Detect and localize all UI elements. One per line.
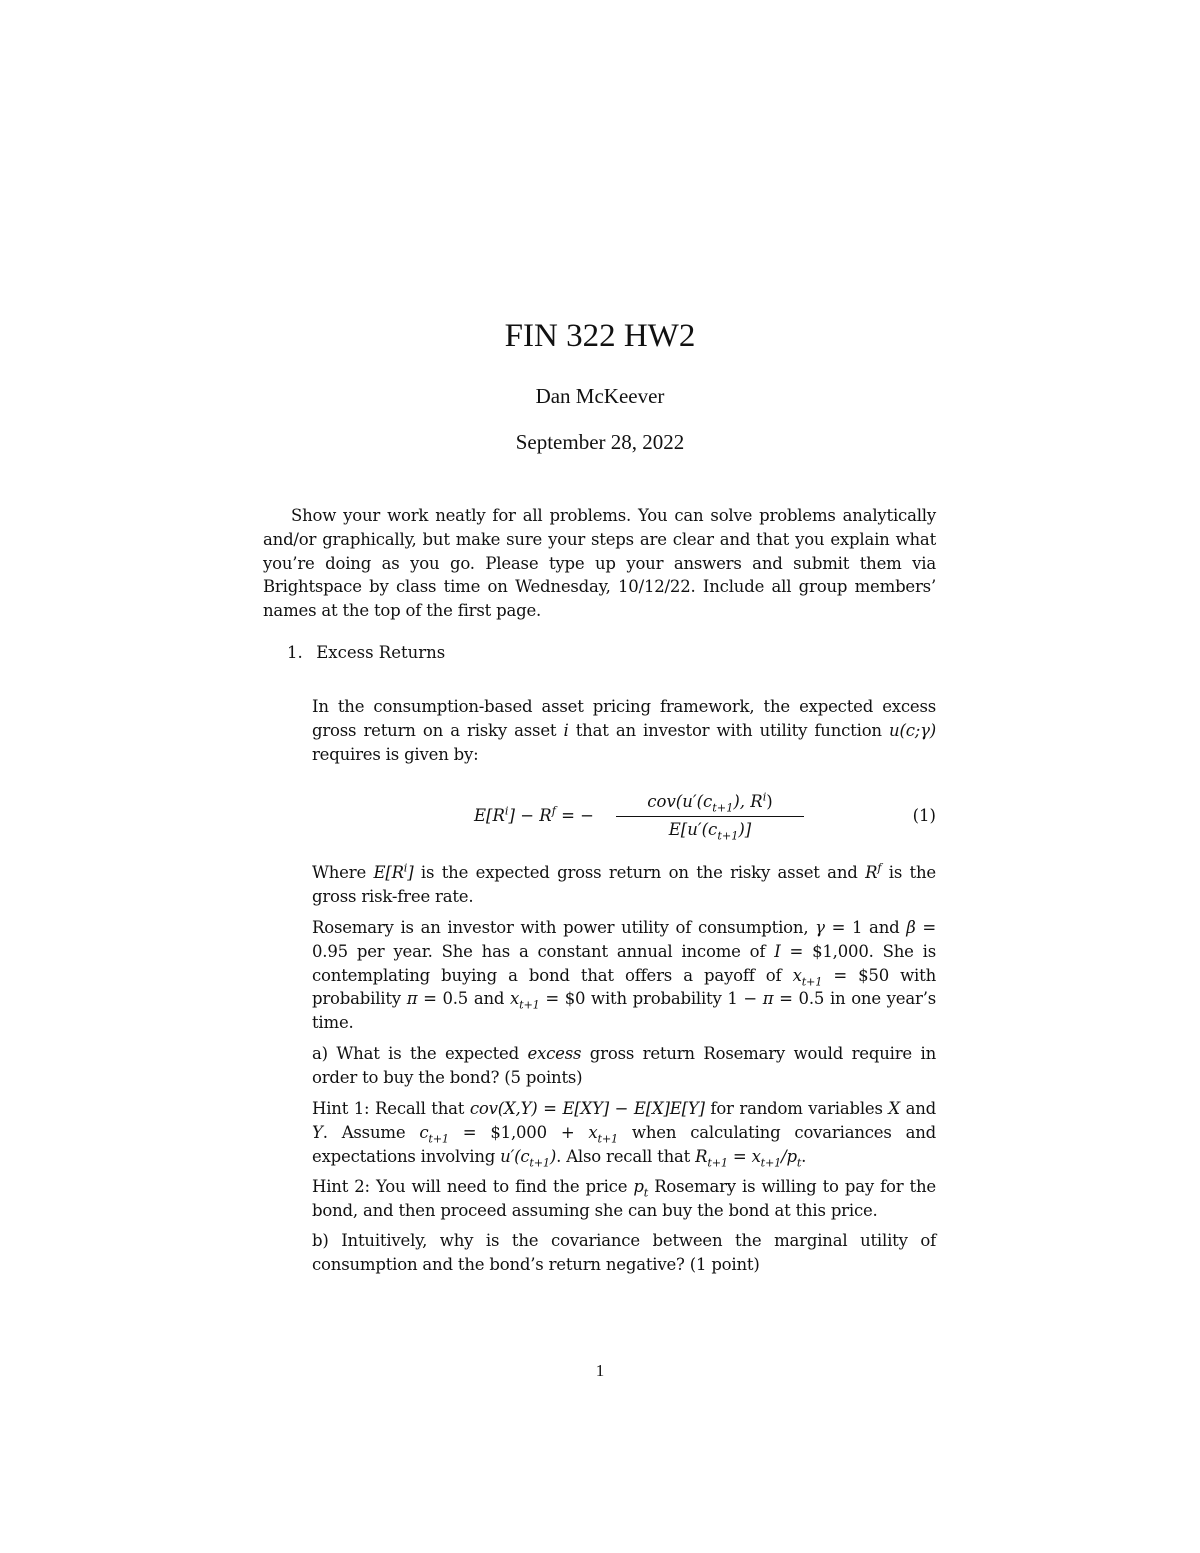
math-expression: u(c;γ)	[889, 720, 936, 740]
math-expression: ] − R	[508, 806, 552, 825]
math-variable: x	[588, 1122, 598, 1142]
math-variable: p	[633, 1177, 644, 1196]
text-run: when calculating covariances and expectations involving	[312, 1122, 937, 1166]
text-run: = 0.5 and	[417, 989, 511, 1009]
math-subscript: t	[796, 1155, 802, 1169]
text-run: = $50 with probability	[312, 965, 936, 1009]
math-expression: E[R	[474, 806, 505, 825]
text-run: Hint 1: Recall that	[312, 1099, 470, 1118]
math-superscript: i	[504, 804, 509, 818]
math-superscript: i	[403, 861, 408, 875]
fraction-bar	[616, 816, 804, 817]
math-subscript: t+1	[529, 1155, 550, 1169]
math-variable: p	[786, 1146, 797, 1166]
hint-2	[312, 1175, 936, 1223]
text-run: In the consumption-based asset pricing framework, the expected excess gross return on a risky asset	[312, 697, 936, 740]
text-run: for random variables	[704, 1099, 889, 1118]
math-subscript: t+1	[717, 829, 739, 843]
math-variable: γ	[815, 918, 825, 937]
problem-heading	[287, 641, 445, 665]
equation-fraction	[610, 790, 810, 842]
math-variable: i	[563, 720, 569, 740]
problem-number: 1.	[287, 643, 303, 662]
math-expression: E[XY] − E[X]E[Y]	[562, 1099, 705, 1118]
math-variable: x	[751, 1146, 761, 1166]
text-run: = $0 with probability 1 −	[539, 989, 763, 1009]
math-expression: cov(X,Y)	[469, 1099, 538, 1118]
math-variable: X	[888, 1099, 900, 1118]
hint-1	[312, 1097, 936, 1168]
math-expression: E[u′(c	[668, 820, 718, 839]
text-run: = $1,000. She is contemplating buying a bond that offers a payoff of	[312, 941, 936, 985]
document-author: Dan McKeever	[535, 384, 665, 408]
page-number: 1	[595, 1361, 605, 1380]
text-run: = 1 and	[824, 918, 907, 937]
math-operator: /	[781, 1146, 787, 1166]
math-subscript: t+1	[428, 1132, 449, 1146]
problem-paragraph	[312, 916, 936, 1035]
text-run: and	[899, 1099, 936, 1118]
text-run: = $1,000 +	[448, 1122, 589, 1142]
math-expression: R	[865, 863, 878, 882]
math-expression: )]	[738, 820, 752, 839]
math-operator: = −	[555, 806, 594, 825]
text-run: is the gross risk-free rate.	[312, 863, 936, 906]
text-run: gross return Rosemary would require in order to buy the bond? (5 points)	[312, 1044, 936, 1087]
math-expression: u′(c	[500, 1146, 530, 1166]
math-variable: Y	[312, 1122, 323, 1142]
text-run: = 0.95 per year. She has a constant annual income of	[312, 918, 937, 961]
math-superscript: f	[551, 804, 556, 818]
text-run: .	[801, 1146, 807, 1166]
math-expression: E[R	[373, 863, 404, 882]
fraction-numerator	[610, 790, 810, 814]
text-run: Where	[312, 863, 374, 882]
math-variable: π	[762, 989, 774, 1009]
math-subscript: t+1	[801, 974, 823, 988]
text-run: is the expected gross return on the risky asset and	[413, 863, 866, 882]
instructions-paragraph: Show your work neatly for all problems. You can solve problems analytically and/or graphically, but make sure your steps are clear and that you explain what you’re doing as you go. Please type up your answers and submit them via Brightspace by class time on Wednesday, 10/12/22. Include all group members’ names at the top of the first page.	[263, 506, 936, 621]
text-run: . Assume	[322, 1122, 420, 1142]
math-variable: I	[774, 941, 781, 961]
math-subscript: t+1	[712, 801, 734, 815]
text-run: a) What is the expected	[312, 1044, 528, 1063]
math-variable: c	[419, 1122, 429, 1142]
math-subscript: t+1	[519, 998, 540, 1012]
question-b: b) Intuitively, why is the covariance between the marginal utility of consumption and the bond’s return negative? (1 point)	[312, 1231, 936, 1274]
problem-title: Excess Returns	[316, 643, 446, 662]
equation-number: (1)	[912, 806, 936, 825]
math-expression: ), R	[733, 792, 763, 811]
math-subscript: t+1	[597, 1132, 618, 1146]
text-run: Hint 2: You will need to find the price	[312, 1177, 634, 1196]
text-run: =	[727, 1146, 752, 1166]
problem-paragraph	[312, 861, 936, 909]
text-run: requires is given by:	[312, 744, 479, 764]
text-run: Rosemary is an investor with power utility of consumption,	[312, 918, 816, 937]
math-superscript: i	[762, 790, 767, 804]
math-variable: R	[695, 1146, 708, 1166]
text-run: =	[537, 1099, 563, 1118]
math-variable: π	[406, 989, 418, 1009]
math-subscript: t	[643, 1186, 649, 1200]
text-run: that an investor with utility function	[568, 720, 890, 740]
text-run: Rosemary is willing to pay for the bond, and then proceed assuming she can buy the bond at this price.	[312, 1177, 936, 1220]
emphasis-text: excess	[527, 1044, 582, 1063]
document-date: September 28, 2022	[515, 430, 685, 454]
math-variable: x	[792, 965, 802, 985]
problem-paragraph	[312, 695, 936, 766]
math-superscript: f	[877, 861, 882, 875]
math-variable: β	[906, 918, 916, 937]
math-expression: cov(u′(c	[647, 792, 713, 811]
question-a	[312, 1042, 936, 1090]
math-subscript: t+1	[707, 1155, 728, 1169]
math-expression: )	[549, 1146, 557, 1166]
fraction-denominator	[610, 818, 810, 842]
text-run: . Also recall that	[556, 1146, 696, 1166]
math-variable: x	[510, 989, 520, 1009]
equation-block	[312, 790, 936, 846]
math-expression: ]	[407, 863, 414, 882]
text-run: = 0.5 in one year’s time.	[312, 989, 937, 1033]
equation-lhs	[474, 806, 594, 825]
math-subscript: t+1	[760, 1155, 782, 1169]
math-expression: )	[766, 792, 773, 811]
document-title: FIN 322 HW2	[504, 318, 696, 354]
